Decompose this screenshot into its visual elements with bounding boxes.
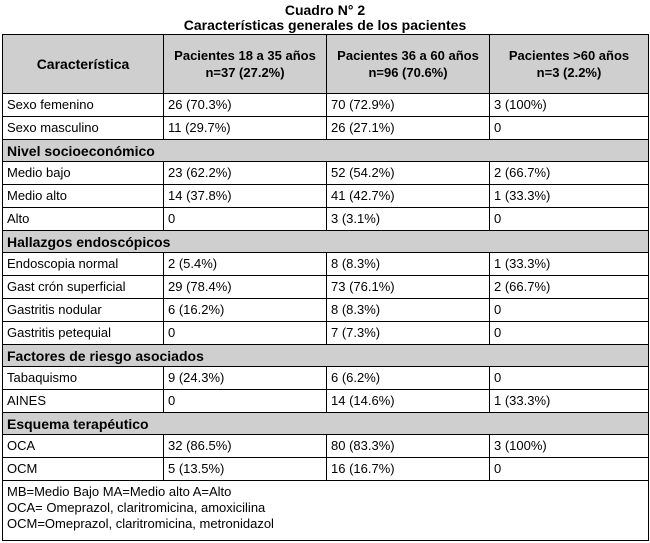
table-cell: 11 (29.7%) — [164, 117, 327, 140]
footnote-ocm: OCM=Omeprazol, claritromicina, metronidazol — [7, 516, 274, 531]
table-cell: 0 — [164, 390, 327, 413]
section-header-row — [3, 413, 649, 435]
table-cell: 0 — [164, 322, 327, 345]
table-cell: 6 (6.2%) — [327, 367, 490, 390]
table-cell: 3 (100%) — [490, 435, 649, 458]
row-label: Gastritis nodular — [3, 299, 164, 322]
table-row — [3, 322, 649, 345]
table-cell: 23 (62.2%) — [164, 162, 327, 185]
table-cell: 5 (13.5%) — [164, 458, 327, 481]
footnote-abbreviations: MB=Medio Bajo MA=Medio alto A=Alto — [7, 484, 232, 499]
table-caption-number: Cuadro N° 2 — [284, 2, 366, 18]
table-row — [3, 117, 649, 140]
header-group-36-60: Pacientes 36 a 60 años n=96 (70.6%) — [327, 35, 490, 94]
table-cell: 1 (33.3%) — [490, 185, 649, 208]
section-heading: Hallazgos endoscópicos — [3, 231, 649, 253]
table-row — [3, 185, 649, 208]
row-label: Gast crón superficial — [3, 276, 164, 299]
row-label: Medio bajo — [3, 162, 164, 185]
table-cell: 2 (66.7%) — [490, 276, 649, 299]
header-group-over-60: Pacientes >60 años n=3 (2.2%) — [490, 35, 649, 94]
table-row — [3, 208, 649, 231]
row-label: Sexo masculino — [3, 117, 164, 140]
row-label: Tabaquismo — [3, 367, 164, 390]
table-row — [3, 299, 649, 322]
header-characteristic: Característica — [3, 35, 164, 94]
row-label: Alto — [3, 208, 164, 231]
table-cell: 8 (8.3%) — [327, 299, 490, 322]
row-label: Medio alto — [3, 185, 164, 208]
table-caption-title: Características generales de los pacientes — [183, 17, 467, 33]
table-cell: 6 (16.2%) — [164, 299, 327, 322]
table-cell: 9 (24.3%) — [164, 367, 327, 390]
table-cell: 1 (33.3%) — [490, 390, 649, 413]
row-label: OCM — [3, 458, 164, 481]
table-row — [3, 94, 649, 117]
section-heading: Nivel socioeconómico — [3, 140, 649, 162]
section-header-row — [3, 231, 649, 253]
row-label: AINES — [3, 390, 164, 413]
table-cell: 1 (33.3%) — [490, 253, 649, 276]
table-cell: 0 — [490, 299, 649, 322]
row-label: Endoscopia normal — [3, 253, 164, 276]
section-header-row — [3, 140, 649, 162]
section-heading: Factores de riesgo asociados — [3, 345, 649, 367]
table-row — [3, 390, 649, 413]
table-cell: 0 — [490, 117, 649, 140]
footnote-row — [3, 481, 649, 541]
table-cell: 14 (14.6%) — [327, 390, 490, 413]
table-cell: 26 (70.3%) — [164, 94, 327, 117]
table-cell: 3 (100%) — [490, 94, 649, 117]
footnotes — [3, 481, 649, 541]
table-cell: 3 (3.1%) — [327, 208, 490, 231]
table-cell: 26 (27.1%) — [327, 117, 490, 140]
table-cell: 32 (86.5%) — [164, 435, 327, 458]
table-cell: 0 — [164, 208, 327, 231]
table-cell: 70 (72.9%) — [327, 94, 490, 117]
table-cell: 16 (16.7%) — [327, 458, 490, 481]
table-cell: 52 (54.2%) — [327, 162, 490, 185]
table-row — [3, 367, 649, 390]
footnote-oca: OCA= Omeprazol, claritromicina, amoxicilina — [7, 500, 266, 515]
section-header-row — [3, 345, 649, 367]
table-row — [3, 458, 649, 481]
table-body — [3, 94, 649, 481]
table-cell: 41 (42.7%) — [327, 185, 490, 208]
table-cell: 2 (66.7%) — [490, 162, 649, 185]
table-cell: 80 (83.3%) — [327, 435, 490, 458]
table-cell: 73 (76.1%) — [327, 276, 490, 299]
table-row — [3, 253, 649, 276]
table-cell: 14 (37.8%) — [164, 185, 327, 208]
table-cell: 0 — [490, 208, 649, 231]
header-group-18-35: Pacientes 18 a 35 años n=37 (27.2%) — [164, 35, 327, 94]
row-label: Sexo femenino — [3, 94, 164, 117]
table-cell: 7 (7.3%) — [327, 322, 490, 345]
header-row — [3, 35, 649, 94]
table-cell: 0 — [490, 367, 649, 390]
section-heading: Esquema terapéutico — [3, 413, 649, 435]
row-label: Gastritis petequial — [3, 322, 164, 345]
table-row — [3, 162, 649, 185]
table-cell: 29 (78.4%) — [164, 276, 327, 299]
table-row — [3, 276, 649, 299]
row-label: OCA — [3, 435, 164, 458]
table-cell: 2 (5.4%) — [164, 253, 327, 276]
table-cell: 0 — [490, 458, 649, 481]
table-cell: 8 (8.3%) — [327, 253, 490, 276]
patients-table — [2, 34, 649, 541]
table-row — [3, 435, 649, 458]
table-cell: 0 — [490, 322, 649, 345]
